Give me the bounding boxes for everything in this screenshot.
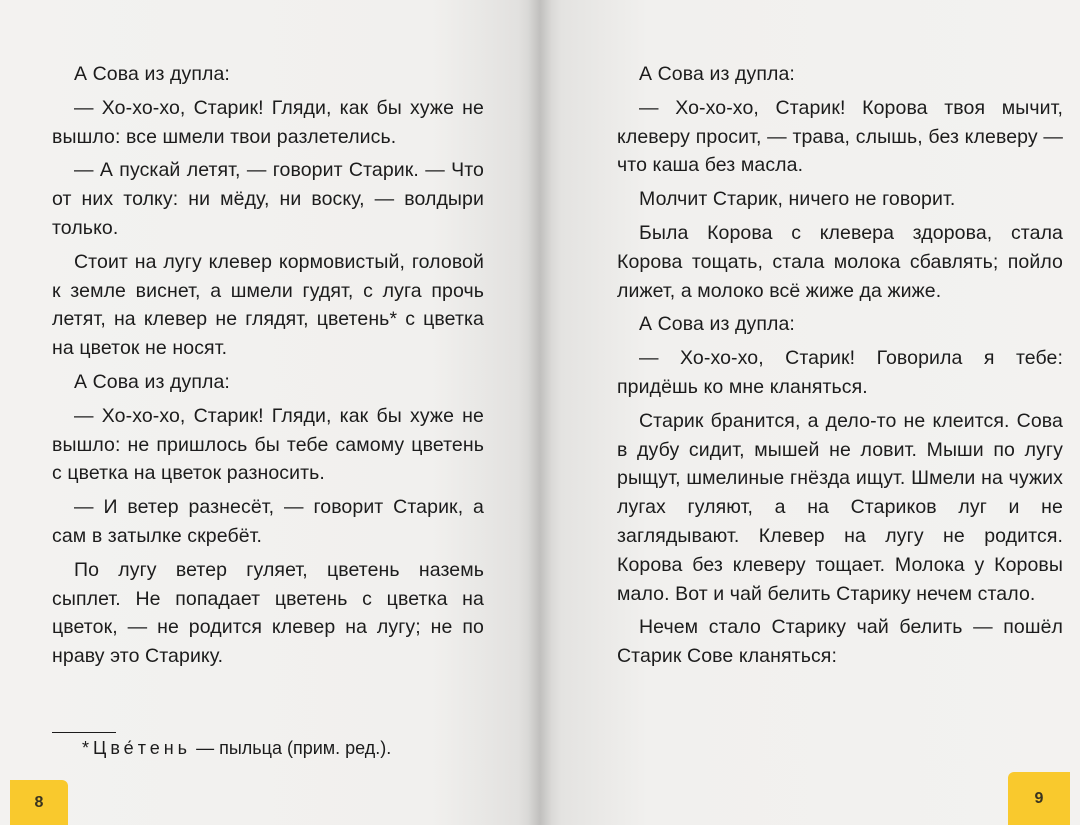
paragraph: По лугу ветер гуляет, цветень наземь сыплет. Не попадает цветень с цветка на цветок, — не родится клевер на лугу; не по нраву это Старику. bbox=[52, 558, 484, 668]
footnote-text: — пыльца (прим. ред.). bbox=[196, 738, 392, 758]
footnote bbox=[82, 734, 502, 762]
paragraph: — Хо-хо-хо, Старик! Гляди, как бы хуже не вышло: не пришлось бы тебе самому цветень с цветка на цветок разносить. bbox=[52, 404, 484, 485]
paragraph: А Сова из дупла: bbox=[639, 63, 795, 85]
footnote-divider bbox=[52, 732, 116, 733]
page-number: 9 bbox=[1034, 789, 1044, 807]
footnote-term: *Цве́тень bbox=[82, 738, 192, 758]
right-page bbox=[540, 0, 1080, 825]
paragraph: А Сова из дупла: bbox=[639, 313, 795, 336]
paragraph: Старик бранится, а дело-то не клеится. Сова в дубу сидит, мышей не ловит. Мыши по лугу рыщут, шмелиные гнёзда ищут. Шмели на чужих лугах гуляют, а на Стариков луг и не заглядывают. Клевер на лугу не родится. Корова без клеверу тощает. Молока у Коровы мало. Вот и чай белить Старику нечем стало. bbox=[617, 409, 1063, 605]
paragraph: — И ветер разнесёт, — говорит Старик, а сам в затылке скребёт. bbox=[52, 496, 484, 547]
paragraph: Молчит Старик, ничего не говорит. bbox=[639, 188, 956, 211]
page-number-tab bbox=[10, 780, 68, 825]
paragraph: — Хо-хо-хо, Старик! Гляди, как бы хуже не вышло: все шмели твои разлетелись. bbox=[52, 96, 484, 148]
paragraph: Была Корова с клевера здорова, стала Корова тощать, стала молока сбавлять; пойло лижет, а молоко всё жиже да жиже. bbox=[617, 221, 1063, 302]
paragraph: А Сова из дупла: bbox=[74, 63, 230, 85]
paragraph: Стоит на лугу клевер кормовистый, головой к земле виснет, а шмели гудят, с луга прочь летят, на клевер не глядят, цветень* с цветка на цветок не носят. bbox=[52, 250, 484, 360]
paragraph: — Хо-хо-хо, Старик! Корова твоя мычит, клеверу просит, — трава, слышь, без клеверу — что каша без масла. bbox=[617, 96, 1063, 177]
paragraph: — Хо-хо-хо, Старик! Говорила я тебе: придёшь ко мне кланяться. bbox=[617, 347, 1063, 398]
book-gutter bbox=[528, 0, 552, 825]
page-number-tab bbox=[1008, 772, 1070, 825]
paragraph: Нечем стало Старику чай белить — пошёл Старик Сове кланяться: bbox=[617, 616, 1063, 668]
right-page-text bbox=[617, 60, 1063, 676]
page-number: 8 bbox=[34, 793, 44, 811]
left-page-text bbox=[52, 60, 484, 676]
paragraph: А Сова из дупла: bbox=[74, 370, 230, 393]
paragraph: — А пускай летят, — говорит Старик. — Что от них толку: ни мёду, ни воску, — волдыри только. bbox=[52, 159, 484, 239]
